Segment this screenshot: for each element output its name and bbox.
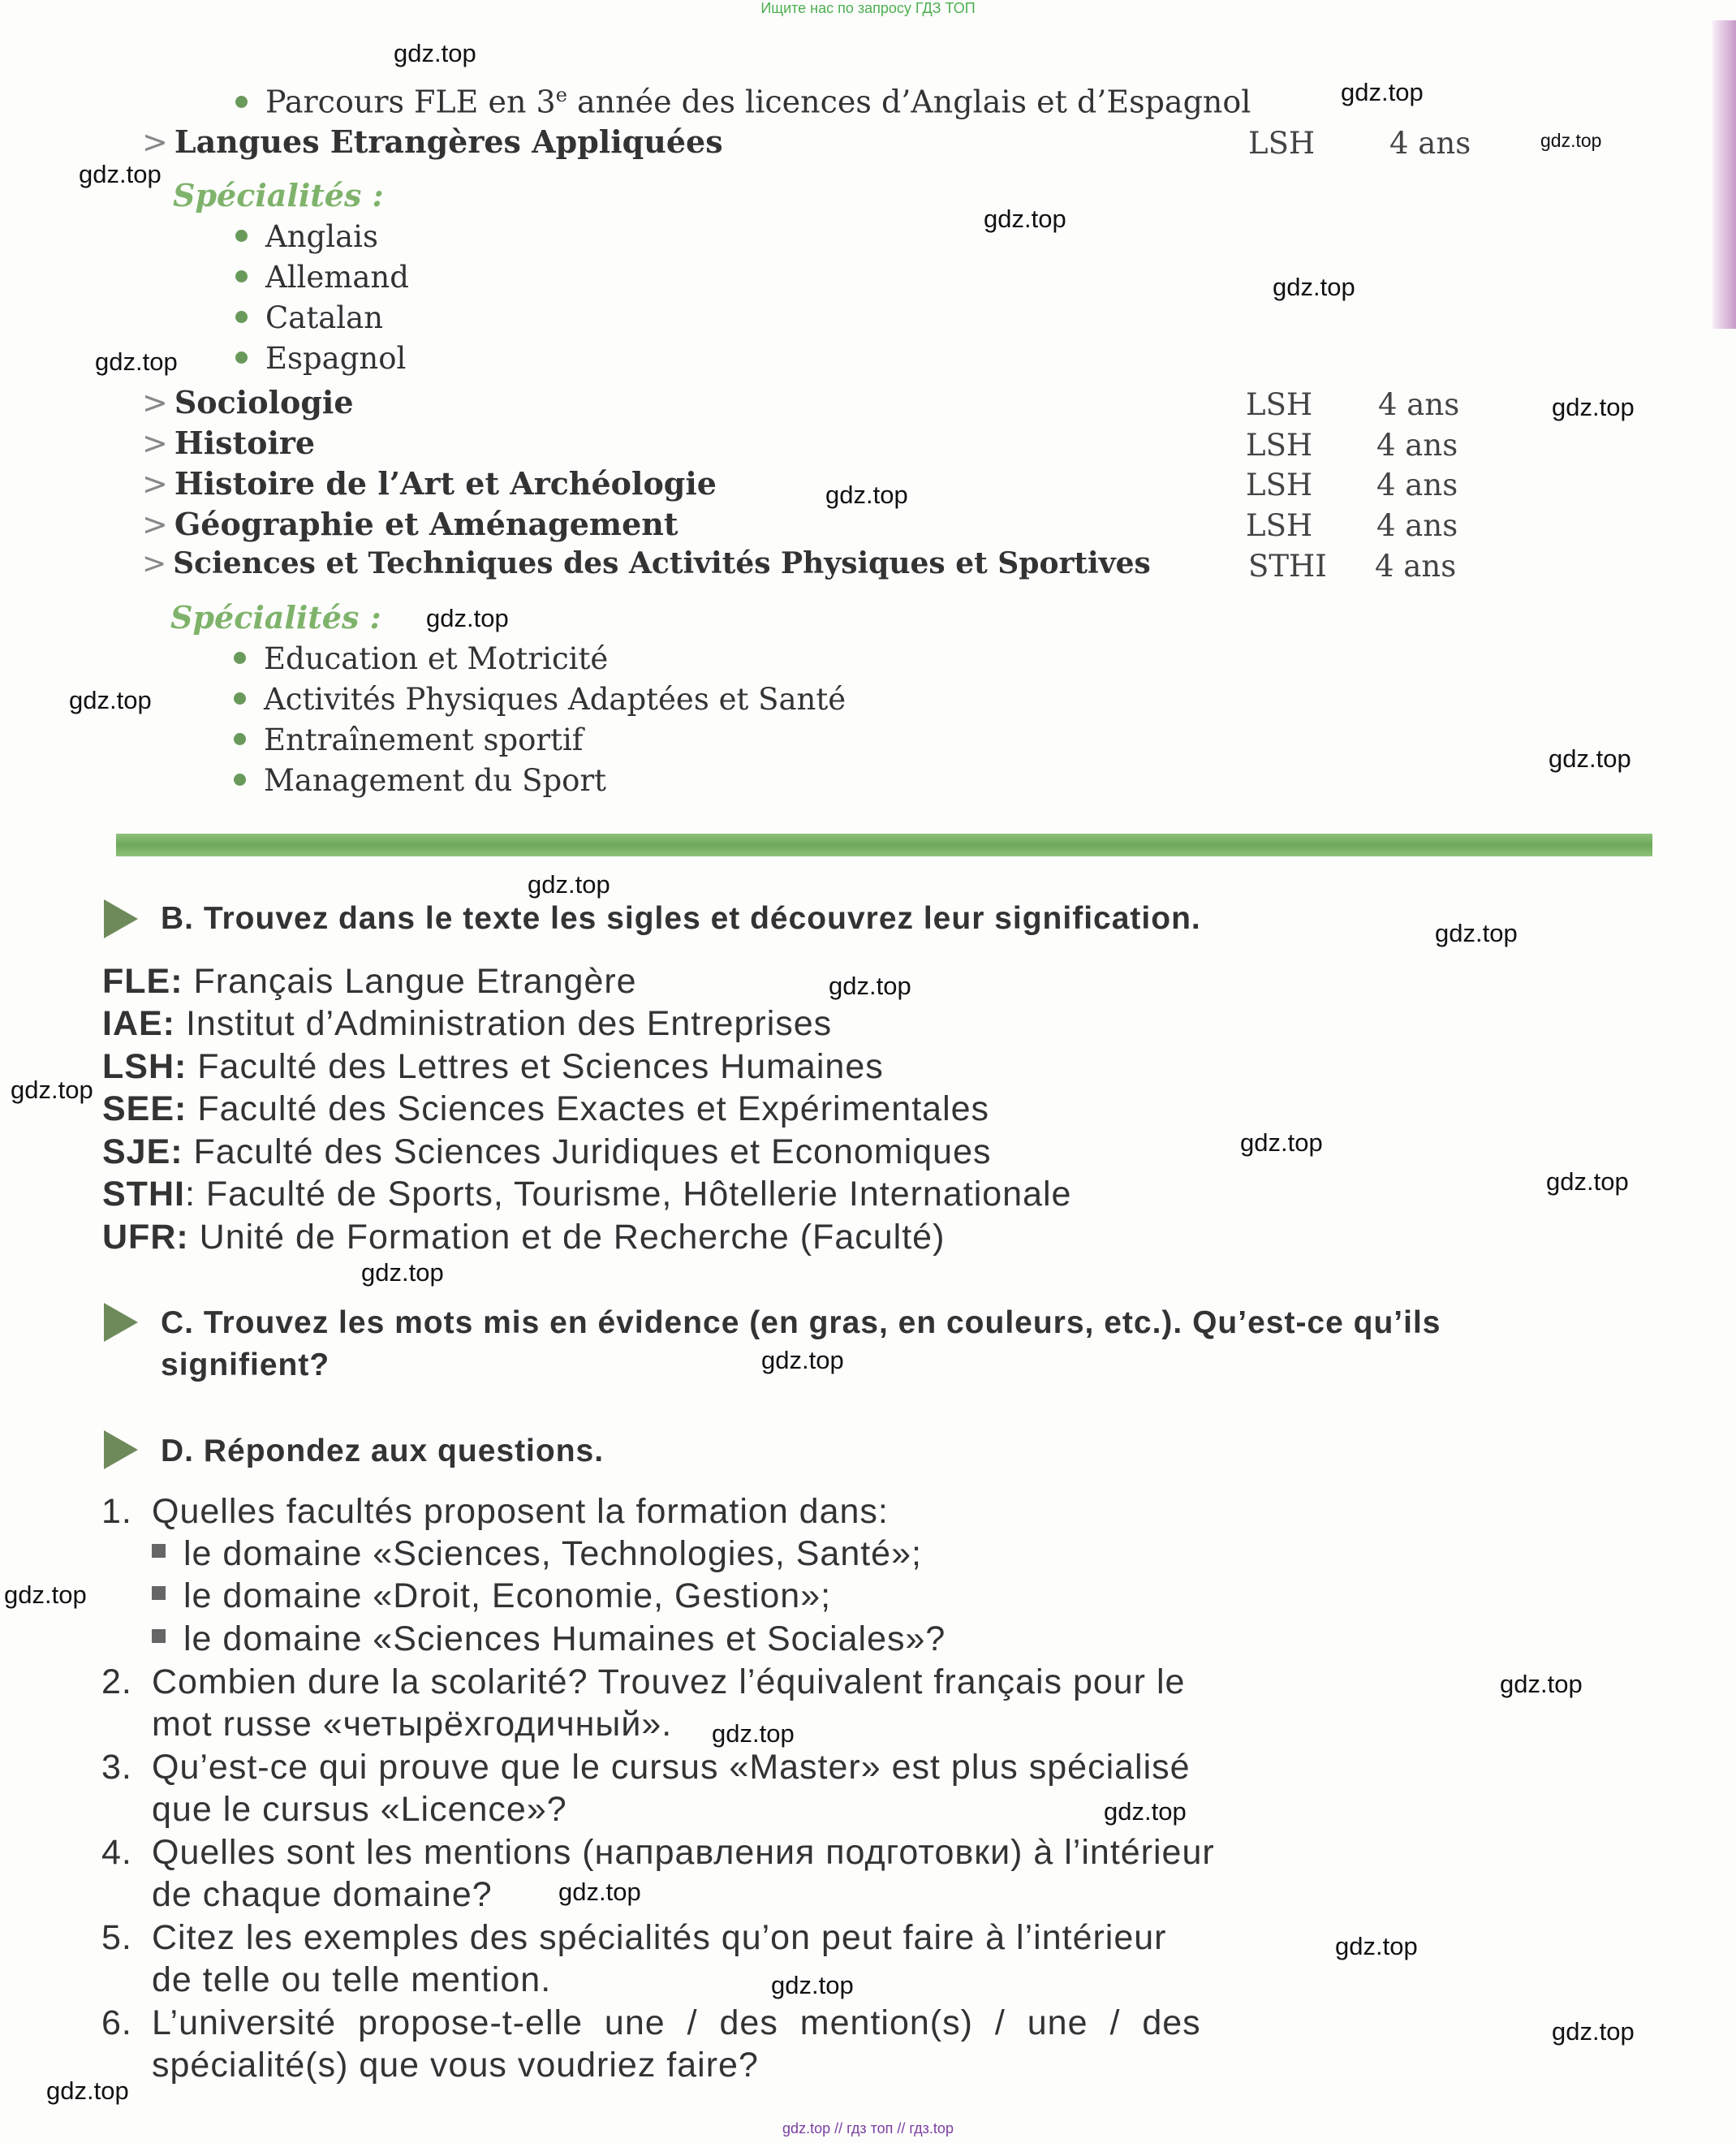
sigle-row: SEE: Faculté des Sciences Exactes et Expérimentales	[102, 1089, 990, 1128]
question-bullet: le domaine «Sciences, Technologies, Santé»;	[152, 1534, 922, 1574]
program-faculty: LSH	[1246, 428, 1313, 463]
bullet-dot-icon	[234, 692, 246, 705]
question-text: Qu’est-ce qui prouve que le cursus «Master» est plus spécialisé	[152, 1748, 1191, 1787]
watermark: gdz.top	[1500, 1670, 1583, 1698]
program-faculty: LSH	[1246, 508, 1313, 543]
square-bullet-icon	[152, 1544, 166, 1558]
bullet-dot-icon	[235, 230, 248, 242]
play-triangle-icon	[104, 1303, 138, 1342]
program-row: > Sciences et Techniques des Activités Physiques et Sportives	[142, 546, 1151, 580]
question-number: 4.	[101, 1833, 132, 1872]
program-duration: 4 ans	[1378, 387, 1460, 422]
top-banner: Ищите нас по запросу ГДЗ ТОП	[760, 0, 976, 16]
bullet-dot-icon	[234, 652, 246, 664]
bullet-dot-icon	[235, 351, 248, 364]
watermark: gdz.top	[829, 972, 911, 1000]
program-faculty: STHI	[1248, 549, 1327, 584]
watermark: gdz.top	[1549, 744, 1631, 773]
question-text-cont: spécialité(s) que vous voudriez faire?	[152, 2046, 759, 2085]
program-faculty: LSH	[1246, 468, 1313, 502]
staps-specialite: Entraînement sportif	[234, 722, 584, 757]
watermark: gdz.top	[79, 160, 162, 188]
watermark: gdz.top	[558, 1878, 641, 1906]
question-number: 5.	[101, 1918, 132, 1957]
watermark: gdz.top	[1273, 273, 1355, 301]
sigle-row: LSH: Faculté des Lettres et Sciences Humaines	[102, 1047, 884, 1086]
arrow-icon: >	[142, 547, 167, 580]
watermark: gdz.top	[712, 1719, 795, 1748]
question-text-cont: mot russe «четырёхгодичный».	[152, 1705, 673, 1744]
watermark: gdz.top	[771, 1971, 854, 1999]
watermark: gdz.top	[1552, 393, 1635, 421]
watermark: gdz.top	[1104, 1797, 1187, 1826]
question-bullet: le domaine «Sciences Humaines et Sociales»?	[152, 1619, 946, 1659]
question-number: 3.	[101, 1748, 132, 1787]
bullet-dot-icon	[234, 774, 246, 786]
sigle-row: IAE: Institut d’Administration des Entreprises	[102, 1004, 833, 1043]
arrow-icon: >	[142, 466, 168, 502]
play-triangle-icon	[104, 899, 138, 938]
question-text: Citez les exemples des spécialités qu’on peut faire à l’intérieur	[152, 1918, 1167, 1957]
watermark: gdz.top	[1335, 1932, 1418, 1960]
question-text-cont: de telle ou telle mention.	[152, 1960, 552, 1999]
program-duration: 4 ans	[1376, 428, 1458, 463]
watermark: gdz.top	[984, 205, 1066, 233]
play-triangle-icon	[104, 1430, 138, 1469]
watermark: gdz.top	[46, 2076, 129, 2105]
sigle-row: UFR: Unité de Formation et de Recherche (Faculté)	[102, 1218, 946, 1257]
arrow-icon: >	[142, 425, 168, 461]
staps-specialite: Education et Motricité	[234, 641, 608, 676]
watermark: gdz.top	[825, 481, 908, 509]
lea-specialite: Catalan	[235, 300, 383, 335]
watermark: gdz.top	[1552, 2017, 1635, 2046]
watermark: gdz.top	[361, 1258, 444, 1287]
question-text-cont: de chaque domaine?	[152, 1875, 493, 1914]
watermark: gdz.top	[4, 1580, 87, 1609]
lea-specialite: Espagnol	[235, 341, 406, 376]
program-row: > Histoire	[142, 425, 316, 461]
lea-faculty: LSH	[1248, 126, 1316, 161]
watermark: gdz.top	[426, 604, 509, 632]
question-bullet: le domaine «Droit, Economie, Gestion»;	[152, 1576, 831, 1616]
watermark: gdz.top	[1240, 1128, 1323, 1157]
section-c-heading-cont: signifient?	[161, 1347, 330, 1382]
section-d-heading: D. Répondez aux questions.	[161, 1434, 605, 1468]
question-text: Quelles sont les mentions (направления подготовки) à l’intérieur	[152, 1833, 1215, 1872]
staps-specialite: Activités Physiques Adaptées et Santé	[234, 682, 846, 717]
bullet-dot-icon	[235, 270, 248, 282]
sigle-row: FLE: Français Langue Etrangère	[102, 962, 637, 1001]
watermark: gdz.top	[394, 39, 476, 67]
watermark: gdz.top	[528, 870, 610, 899]
question-number: 6.	[101, 2003, 132, 2042]
question-text: Quelles facultés proposent la formation dans:	[152, 1492, 889, 1531]
program-row: > Géographie et Aménagement	[142, 506, 678, 542]
watermark: gdz.top	[95, 347, 178, 376]
square-bullet-icon	[152, 1629, 166, 1643]
parcours-item: Parcours FLE en 3e année des licences d’Anglais et d’Espagnol	[235, 84, 1251, 120]
program-row: > Sociologie	[142, 384, 354, 420]
program-faculty: LSH	[1246, 387, 1313, 422]
question-text: Combien dure la scolarité? Trouvez l’équivalent français pour le	[152, 1662, 1186, 1701]
lea-duration: 4 ans	[1389, 126, 1471, 161]
program-duration: 4 ans	[1376, 468, 1458, 502]
arrow-icon: >	[142, 385, 168, 420]
watermark: gdz.top	[11, 1076, 93, 1104]
watermark: gdz.top	[761, 1346, 844, 1374]
bullet-dot-icon	[235, 311, 248, 323]
question-number: 2.	[101, 1662, 132, 1701]
arrow-icon: >	[142, 124, 168, 160]
section-b-heading: B. Trouvez dans le texte les sigles et découvrez leur signification.	[161, 901, 1201, 936]
question-number: 1.	[101, 1492, 132, 1531]
arrow-icon: >	[142, 507, 168, 542]
sigle-row: SJE: Faculté des Sciences Juridiques et Economiques	[102, 1132, 992, 1171]
bottom-banner: gdz.top // гдз топ // гдз.top	[782, 2120, 954, 2137]
sigle-row: STHI: Faculté de Sports, Tourisme, Hôtellerie Internationale	[102, 1175, 1072, 1214]
question-text-cont: que le cursus «Licence»?	[152, 1790, 567, 1829]
specialites-label: Spécialités :	[173, 177, 384, 213]
watermark: gdz.top	[1540, 130, 1602, 151]
watermark: gdz.top	[1435, 919, 1518, 947]
specialites-label: Spécialités :	[170, 599, 381, 636]
page-edge-decoration	[1712, 20, 1736, 329]
program-duration: 4 ans	[1376, 508, 1458, 543]
section-c-heading: C. Trouvez les mots mis en évidence (en gras, en couleurs, etc.). Qu’est-ce qu’ils	[161, 1305, 1441, 1340]
bullet-dot-icon	[234, 733, 246, 745]
watermark: gdz.top	[1546, 1167, 1629, 1196]
square-bullet-icon	[152, 1586, 166, 1600]
program-row: > Histoire de l’Art et Archéologie	[142, 465, 717, 502]
program-duration: 4 ans	[1375, 549, 1457, 584]
section-divider	[116, 834, 1652, 856]
program-lea: > Langues Etrangères Appliquées	[142, 123, 723, 160]
staps-specialite: Management du Sport	[234, 763, 606, 798]
lea-specialite: Allemand	[235, 260, 409, 295]
lea-specialite: Anglais	[235, 219, 378, 254]
watermark: gdz.top	[1341, 78, 1424, 106]
bullet-dot-icon	[235, 96, 248, 108]
watermark: gdz.top	[69, 686, 152, 714]
question-text: L’université propose-t-elle une / des mention(s) / une / des	[152, 2003, 1201, 2042]
